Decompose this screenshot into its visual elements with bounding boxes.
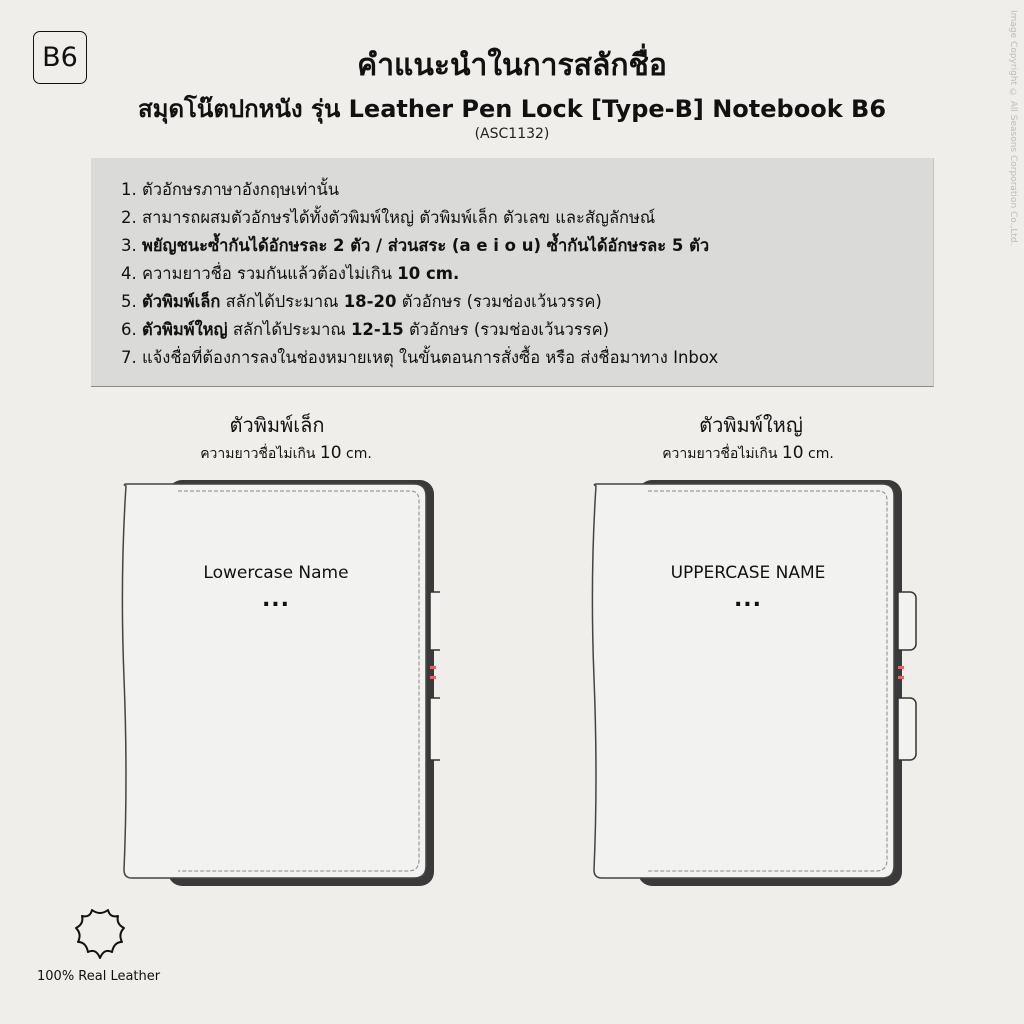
copyright-note: Image Copyright © All Seasons Corporation Co.,Ltd. xyxy=(1008,10,1018,246)
rule-item: 6. ตัวพิมพ์ใหญ่ สลักได้ประมาณ 12-15 ตัวอักษร (รวมช่องเว้นวรรค) xyxy=(121,320,610,339)
rule-item: 3. พยัญชนะซ้ำกันได้อักษรละ 2 ตัว / ส่วนสระ (a e i o u) ซ้ำกันได้อักษรละ 5 ตัว xyxy=(121,236,710,255)
notebook-lowercase xyxy=(118,478,440,890)
lowercase-dots: ... xyxy=(261,587,291,612)
uppercase-name-sample: UPPERCASE NAME xyxy=(670,563,826,583)
page-subtitle: สมุดโน๊ตปกหนัง รุ่น Leather Pen Lock [Type-B] Notebook B6 xyxy=(137,95,887,123)
lowercase-title: ตัวพิมพ์เล็ก xyxy=(229,413,325,437)
page-title: คำแนะนำในการสลักชื่อ xyxy=(357,48,667,83)
rule-item: 7. แจ้งชื่อที่ต้องการลงในช่องหมายเหตุ ในขั้นตอนการสั่งซื้อ หรือ ส่งชื่อมาทาง Inbox xyxy=(121,348,719,367)
rules-box xyxy=(91,158,934,387)
uppercase-limit: ความยาวชื่อไม่เกิน 10 cm. xyxy=(662,443,834,463)
lowercase-limit: ความยาวชื่อไม่เกิน 10 cm. xyxy=(200,443,372,463)
notebook-uppercase xyxy=(588,478,924,890)
rule-item: 2. สามารถผสมตัวอักษรได้ทั้งตัวพิมพ์ใหญ่ ตัวพิมพ์เล็ก ตัวเลข และสัญลักษณ์ xyxy=(121,208,656,227)
lowercase-name-sample: Lowercase Name xyxy=(203,563,349,583)
uppercase-dots: ... xyxy=(733,587,763,612)
rule-item: 1. ตัวอักษรภาษาอังกฤษเท่านั้น xyxy=(121,180,340,199)
rule-item: 5. ตัวพิมพ์เล็ก สลักได้ประมาณ 18-20 ตัวอักษร (รวมช่องเว้นวรรค) xyxy=(121,292,602,311)
real-leather-label: 100% Real Leather xyxy=(37,969,161,984)
product-code: (ASC1132) xyxy=(474,126,550,142)
leather-hide-icon xyxy=(70,906,130,962)
rule-item: 4. ความยาวชื่อ รวมกันแล้วต้องไม่เกิน 10 cm. xyxy=(121,264,460,283)
uppercase-title: ตัวพิมพ์ใหญ่ xyxy=(699,413,803,437)
size-badge: B6 xyxy=(33,31,87,84)
